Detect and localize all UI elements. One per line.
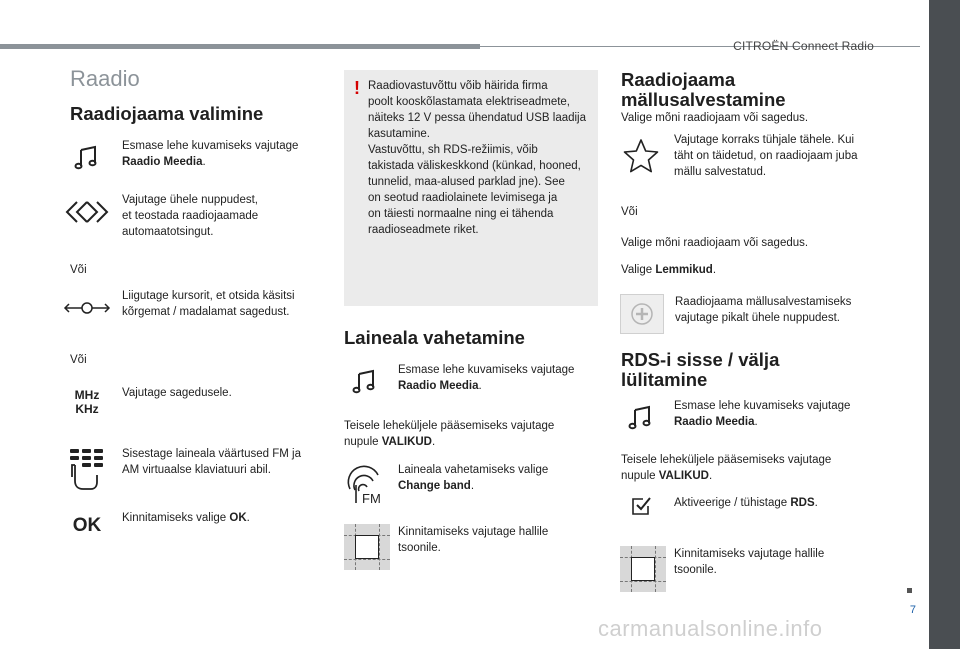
col3-item-radio-media: Esmase lehe kuvamiseks vajutage Raadio Meedia. [616, 398, 874, 438]
col3-item-confirm: Kinnitamiseks vajutage hallile tsoonile. [620, 546, 874, 592]
col3-para1: Valige mõni raadiojaam või sagedus. [621, 237, 809, 249]
col1-item-frequency: MHz KHz Vajutage sagedusele. [62, 382, 322, 422]
col2-item-confirm: Kinnitamiseks vajutage hallile tsoonile. [344, 524, 598, 570]
heading-station-memory: Raadiojaama mällusalvestamine [621, 69, 786, 110]
col3-intro: Valige mõni raadiojaam või sagedus. [621, 112, 809, 124]
mhz-khz-icon: MHz KHz [74, 388, 100, 416]
add-preset-icon [620, 294, 664, 334]
col3-item-rds: Aktiveerige / tühistage RDS. [616, 490, 874, 522]
checkbox-icon [616, 490, 666, 522]
page-number: 7 [909, 604, 916, 616]
col3-or: Või [621, 206, 638, 218]
col1-item-cursor: Liigutage kursorit, et otsida käsitsi kõrgemat / madalamat sagedust. [62, 288, 322, 328]
star-icon [616, 132, 666, 180]
music-note-icon [616, 398, 666, 438]
heading-station-select: Raadiojaama valimine [70, 103, 264, 124]
col1-item-radio-media: Esmase lehe kuvamiseks vajutage Raadio Meedia. [62, 138, 322, 178]
heading-band-change: Laineala vahetamine [344, 327, 525, 348]
col3-item-star: Vajutage korraks tühjale tähele. Kui täht on täidetud, on raadiojaam juba mällu salvestatud. [616, 132, 864, 180]
warning-text: Raadiovastuvõttu võib häirida firma poolt kooskõlastamata elektriseadmete, näiteks 12 V pessa ühendatud USB laadija kasutamine. Vastuvõttu, sh RDS-režiimis, võib takistada väliskeskkond (künkad, hooned, tunnelid, maa-alused parklad jne). See on seotud raadiolainete levimisega ja on täiesti normaalne ning ei tähenda raadioseadmete riket. [368, 80, 587, 236]
col3-para2: Valige Lemmikud. [621, 264, 717, 276]
music-note-icon [340, 362, 390, 402]
watermark: carmanualsonline.info [598, 616, 823, 641]
section-title: Raadio [70, 66, 140, 91]
col3-para-options: Teisele leheküljele pääsemiseks vajutage nupule VALIKUD. [621, 454, 832, 482]
ok-icon: OK [72, 515, 102, 536]
col1-item-keypad: Sisestage laineala väärtused FM ja AM virtuaalse klaviatuuri abil. [62, 446, 322, 492]
svg-text:FM: FM [362, 491, 381, 505]
warning-icon: ! [354, 78, 360, 98]
grey-zone-icon [620, 546, 666, 592]
col1-or-2: Või [70, 354, 87, 366]
side-strip [929, 0, 960, 649]
col2-para-options: Teisele leheküljele pääsemiseks vajutage nupule VALIKUD. [344, 420, 555, 448]
col2-item-radio-media: Esmase lehe kuvamiseks vajutage Raadio Meedia. [340, 362, 598, 402]
warning-box [344, 70, 598, 306]
heading-rds-toggle: RDS-i sisse / välja lülitamine [621, 349, 780, 390]
page-marker [907, 588, 912, 593]
header-bar-left [0, 44, 480, 49]
slider-cursor-icon [62, 288, 112, 328]
music-note-icon [62, 138, 112, 178]
header-brand: CITROËN Connect Radio [733, 39, 874, 53]
col1-item-ok: OK Kinnitamiseks valige OK. [62, 506, 322, 546]
col2-item-change-band: FM Laineala vahetamiseks valige Change band. [340, 462, 598, 506]
fm-band-icon [340, 462, 390, 506]
keypad-hand-icon [62, 446, 112, 492]
grey-zone-icon [344, 524, 390, 570]
col1-item-seek: Vajutage ühele nuppudest, et teostada raadiojaamade automaatotsingut. [62, 192, 322, 240]
col1-or-1: Või [70, 264, 87, 276]
seek-arrows-icon [62, 192, 112, 232]
col3-item-plus: Raadiojaama mällusalvestamiseks vajutage pikalt ühele nuppudest. [620, 294, 865, 334]
